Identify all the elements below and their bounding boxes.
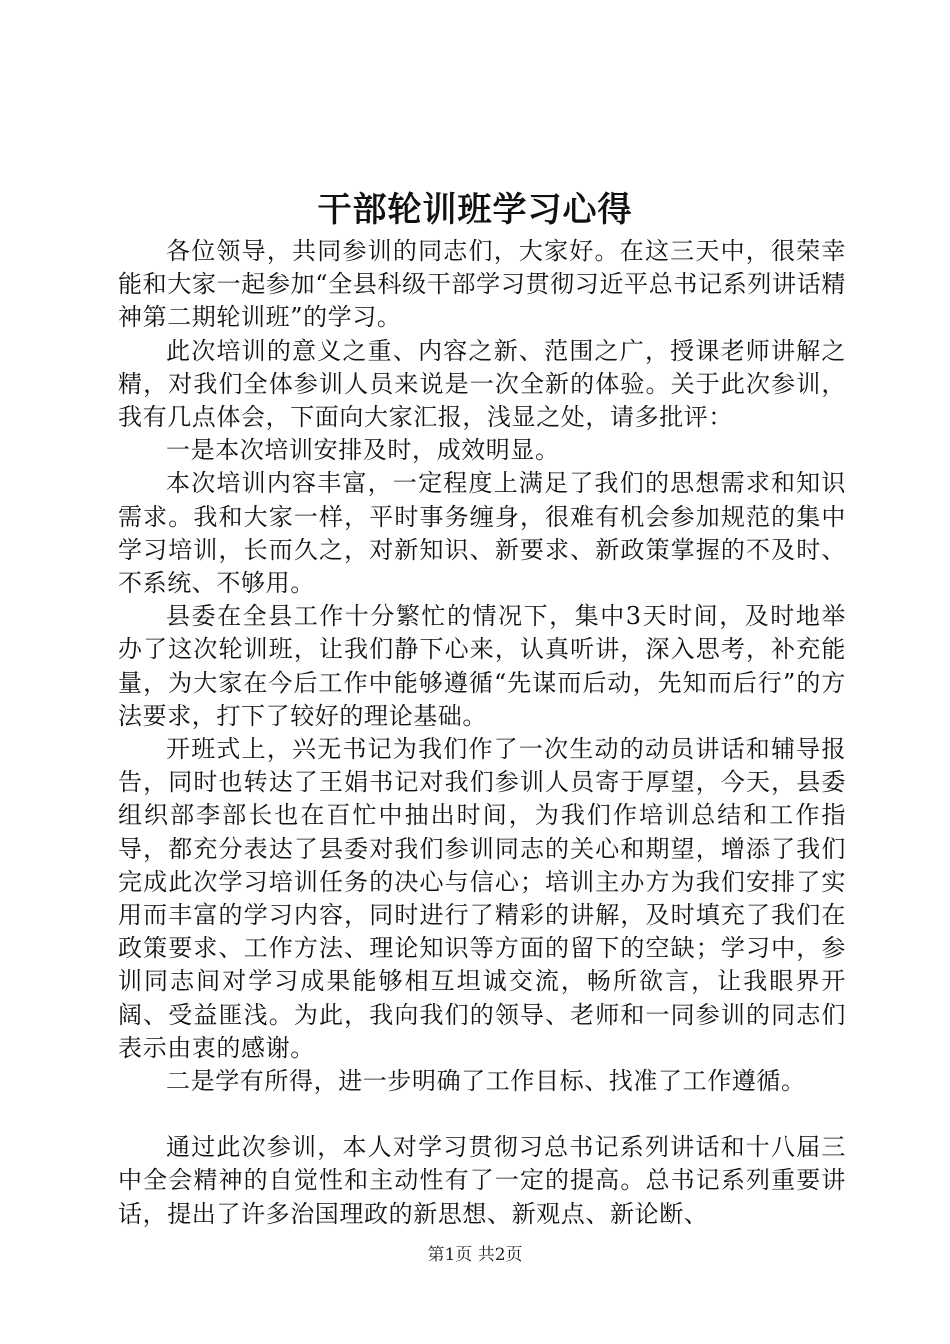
paragraph-greeting: 各位领导，共同参训的同志们，大家好。在这三天中，很荣幸能和大家一起参加“全县科级干部学习贯彻习近平总书记系列讲话精神第二期轮训班”的学习。: [118, 237, 846, 332]
paragraph-point-one-heading: 一是本次培训安排及时，成效明显。: [166, 436, 560, 465]
document-title: 干部轮训班学习心得: [317, 190, 633, 230]
paragraph-content-rich: 本次培训内容丰富，一定程度上满足了我们的思想需求和知识需求。我和大家一样，平时事务缠身，很难有机会参加规范的集中学习培训，长而久之，对新知识、新要求、新政策掌握的不及时、不系统、不够用。: [118, 469, 846, 598]
page-number-footer: 第1页 共2页: [427, 1245, 523, 1265]
paragraph-opening-ceremony: 开班式上，兴无书记为我们作了一次生动的动员讲话和辅导报告，同时也转达了王娟书记对我们参训人员寄于厚望，今天，县委组织部李部长也在百忙中抽出时间，为我们作培训总结和工作指导，都充分表达了县委对我们参训同志的关心和期望，增添了我们完成此次学习培训任务的决心与信心；培训主办方为我们安排了实用而丰富的学习内容，同时进行了精彩的讲解，及时填充了我们在政策要求、工作方法、理论知识等方面的留下的空缺；学习中，参训同志间对学习成果能够相互坦诚交流，畅所欲言，让我眼界开阔、受益匪浅。为此，我向我们的领导、老师和一同参训的同志们表示由衷的感谢。: [118, 735, 846, 1062]
paragraph-through-training: 通过此次参训，本人对学习贯彻习总书记系列讲话和十八届三中全会精神的自觉性和主动性有了一定的提高。总书记系列重要讲话，提出了许多治国理政的新思想、新观点、新论断、: [118, 1133, 846, 1228]
paragraph-point-two-heading: 二是学有所得，进一步明确了工作目标、找准了工作遵循。: [166, 1067, 806, 1096]
paragraph-spacer: [118, 1098, 846, 1131]
paragraph-county-committee: 县委在全县工作十分繁忙的情况下，集中3天时间，及时地举办了这次轮训班，让我们静下心来，认真听讲，深入思考，补充能量，为大家在今后工作中能够遵循“先谋而后动，先知而后行”的方法要求，打下了较好的理论基础。: [118, 602, 846, 730]
paragraph-significance: 此次培训的意义之重、内容之新、范围之广，授课老师讲解之精，对我们全体参训人员来说是一次全新的体验。关于此次参训，我有几点体会，下面向大家汇报，浅显之处，请多批评：: [118, 336, 846, 432]
document-body: [118, 235, 846, 1231]
